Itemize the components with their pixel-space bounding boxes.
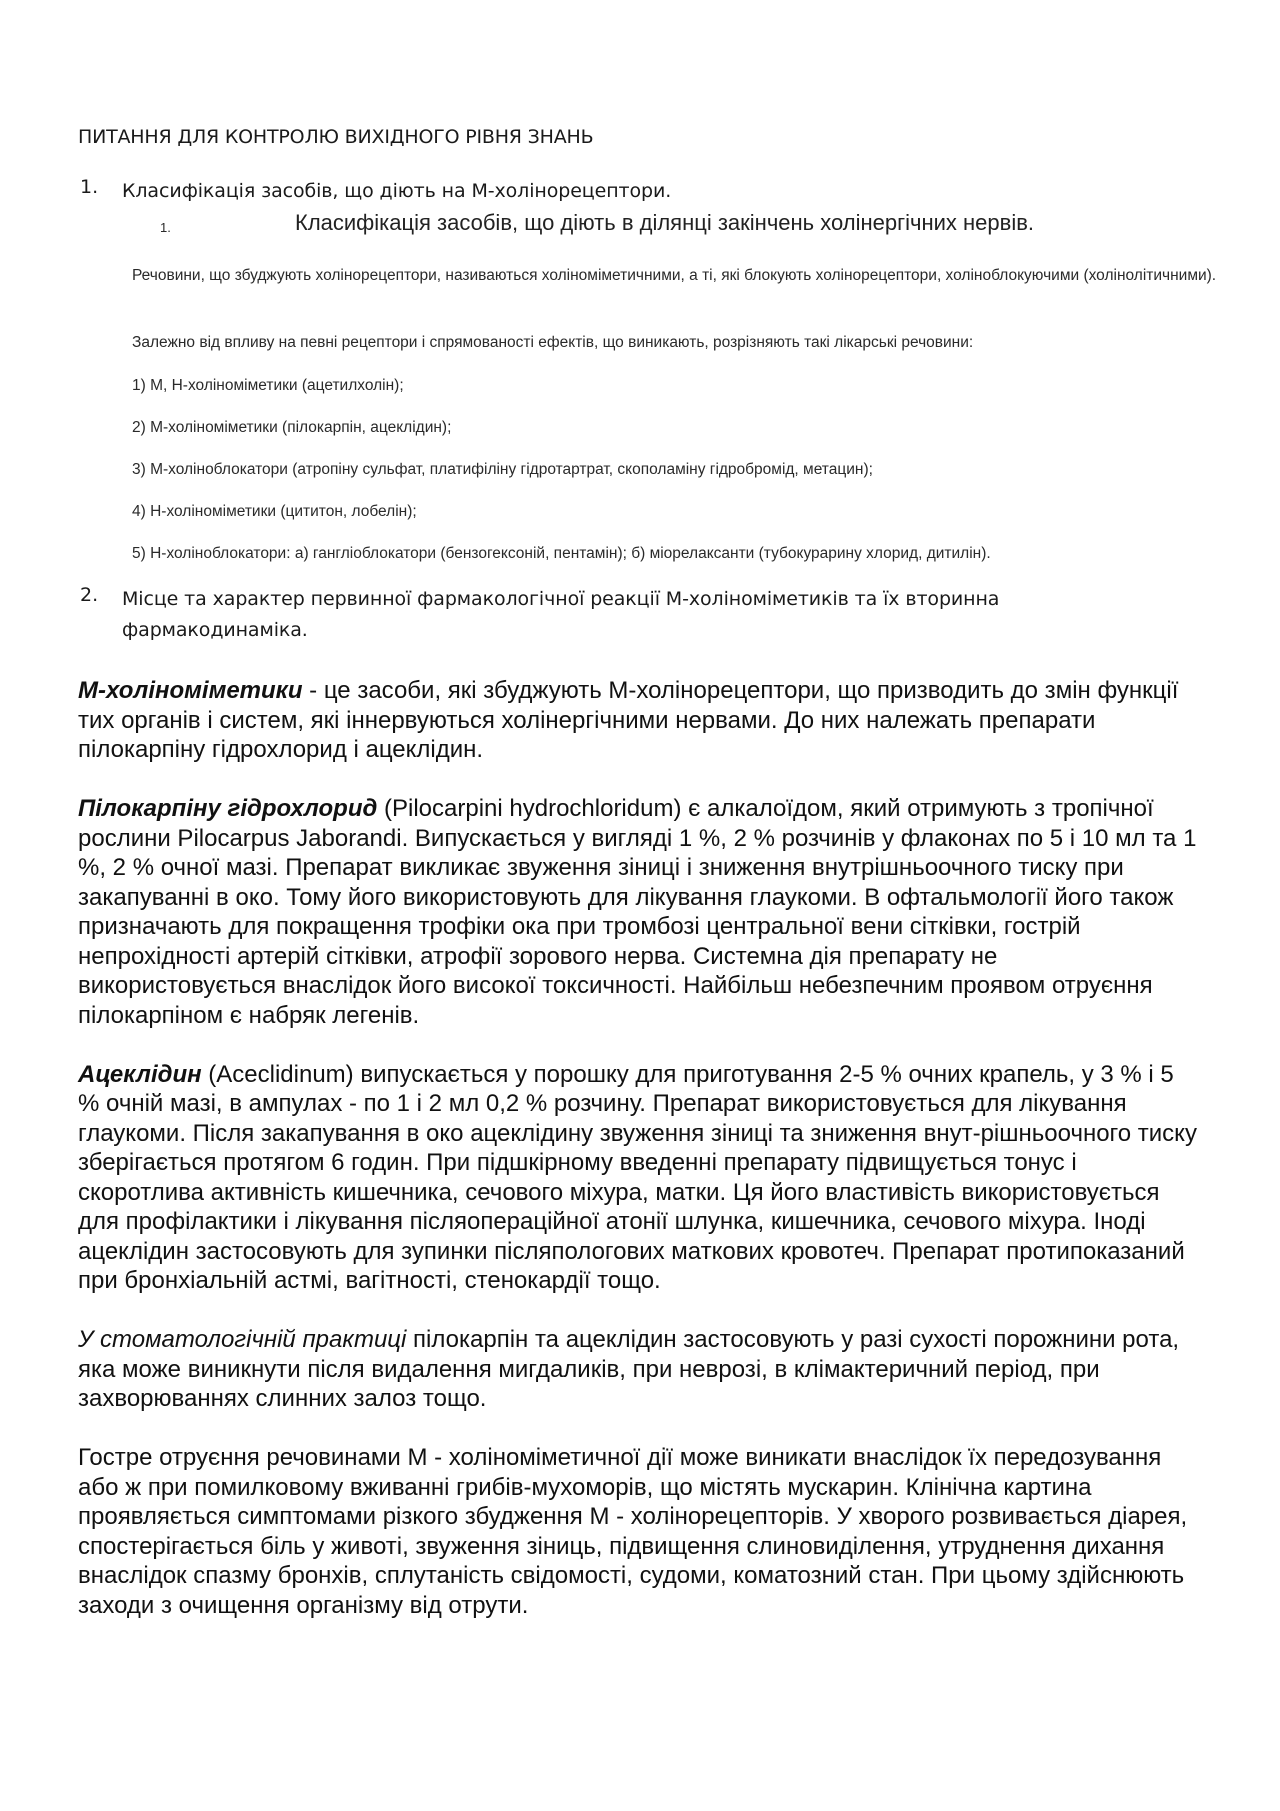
paragraph-aceclidine [78, 1060, 1198, 1296]
paragraph-text: пілокарпін та ацеклідин застосовують у разі сухості порожнини рота, яка може виникнути після видалення мигдаликів, при неврозі, в клімактеричний період, при захворюваннях слинних залоз тощо. [78, 1326, 1180, 1412]
term: У стоматологічній практиці [78, 1326, 407, 1353]
paragraph-pilocarpine [78, 794, 1198, 1030]
question-item [80, 176, 1022, 207]
excerpt-lead: Залежно від впливу на певні рецептори і спрямованості ефектів, що виникають, розрізняють такі лікарські речовини: [132, 334, 974, 351]
paragraph-m-cholinomimetics [78, 676, 1198, 765]
page-heading: ПИТАННЯ ДЛЯ КОНТРОЛЮ ВИХІДНОГО РІВНЯ ЗНАНЬ [78, 126, 594, 148]
paragraph-text: (Pilocarpini hydrochloridum) є алкалоїдом, який отримують з тропічної рослини Pilocarpus Jaborandi. Випускається у вигляді 1 %, 2 % розчинів у флаконах по 5 і 10 мл та 1 %, 2 % очної мазі. Препарат викликає звуження зіниці і зниження внутрішньоочного тиску при закапуванні в око. Тому його використовують для лікування глаукоми. В офтальмології його також призначають для покращення трофіки ока при тромбозі центральної вени сітківки, гострій непрохідності артерій сітківки, атрофії зорового нерва. Системна дія препарату не використовується внаслідок його високої токсичності. Найбільш небезпечним проявом отруєння пілокарпіном є набряк легенів. [78, 795, 1197, 1029]
paragraph-dental-practice [78, 1325, 1198, 1414]
question-number: 2. [80, 584, 99, 606]
question-number: 1. [80, 176, 99, 198]
document-body [78, 676, 1198, 1650]
excerpt-number: 1. [160, 220, 171, 235]
question-text: Класифікація засобів, що діють на М-холінорецептори. [122, 180, 672, 202]
classification-item: 3) М-холіноблокатори (атропіну сульфат, платифіліну гідротартрат, скополаміну гідробромід, метацин); [132, 461, 873, 478]
classification-list [132, 376, 991, 586]
term: М-холіноміметики [78, 677, 303, 704]
classification-item: 1) М, Н-холіноміметики (ацетилхолін); [132, 377, 404, 394]
excerpt-title-text: Класифікація засобів, що діють в ділянці закінчень холінергічних нервів. [295, 210, 1035, 235]
paragraph-text: - це засоби, які збуджують М-холінорецептори, що призводить до змін функції тих органів і систем, які іннервуються холінергічними нервами. До них належать препарати пілокарпіну гідрохлорид і ацеклідин. [78, 677, 1179, 763]
question-item [80, 584, 1022, 646]
paragraph-text: (Aceclidinum) випускається у порошку для приготування 2-5 % очних крапель, у 3 % і 5 % очній мазі, в ампулах - по 1 і 2 мл 0,2 % розчину. Препарат використовується для лікування глаукоми. Після закапування в око ацеклідину звуження зіниці та зниження внут-рішньоочного тиску зберігається протягом 6 годин. При підшкірному введенні препарату підвищується тонус і скоротлива активність кишечника, сечового міхура, матки. Ця його властивість використовується для профілактики і лікування післяопераційної атонії шлунка, кишечника, сечового міхура. Іноді ацеклідин застосовують для зупинки післяпологових маткових кровотеч. Препарат протипоказаний при бронхіальній астмі, вагітності, стенокардії тощо. [78, 1060, 1197, 1294]
classification-item: 4) Н-холіноміметики (цититон, лобелін); [132, 503, 417, 520]
classification-item: 5) Н-холіноблокатори: а) гангліоблокатори (бензогексоній, пентамін); б) міорелаксанти (тубокурарину хлорид, дитилін). [132, 545, 991, 562]
paragraph-poisoning: Гостре отруєння речовинами М - холіноміметичної дії може виникати внаслідок їх передозування або ж при помилковому вживанні грибів-мухоморів, що містять мускарин. Клінічна картина проявляється симптомами різкого збудження М - холінорецепторів. У хворого розвивається діарея, спостерігається біль у животі, звуження зіниць, підвищення слиновиділення, утруднення дихання внаслідок спазму бронхів, сплутаність свідомості, судоми, коматозний стан. При цьому здійснюють заходи з очищення організму від отрути. [78, 1444, 1188, 1619]
excerpt-intro: Речовини, що збуджують холінорецептори, називаються холіноміметичними, а ті, які блокують холінорецептори, холіноблокуючими (холінолітичними). [132, 267, 1217, 284]
term: Ацеклідин [78, 1060, 202, 1088]
term: Пілокарпіну гідрохлорид [78, 795, 378, 822]
question-text: Місце та характер первинної фармакологічної реакції М-холіноміметиків та їх вторинна фармакодинаміка. [122, 588, 1000, 641]
classification-item: 2) М-холіноміметики (пілокарпін, ацеклідин); [132, 419, 452, 436]
